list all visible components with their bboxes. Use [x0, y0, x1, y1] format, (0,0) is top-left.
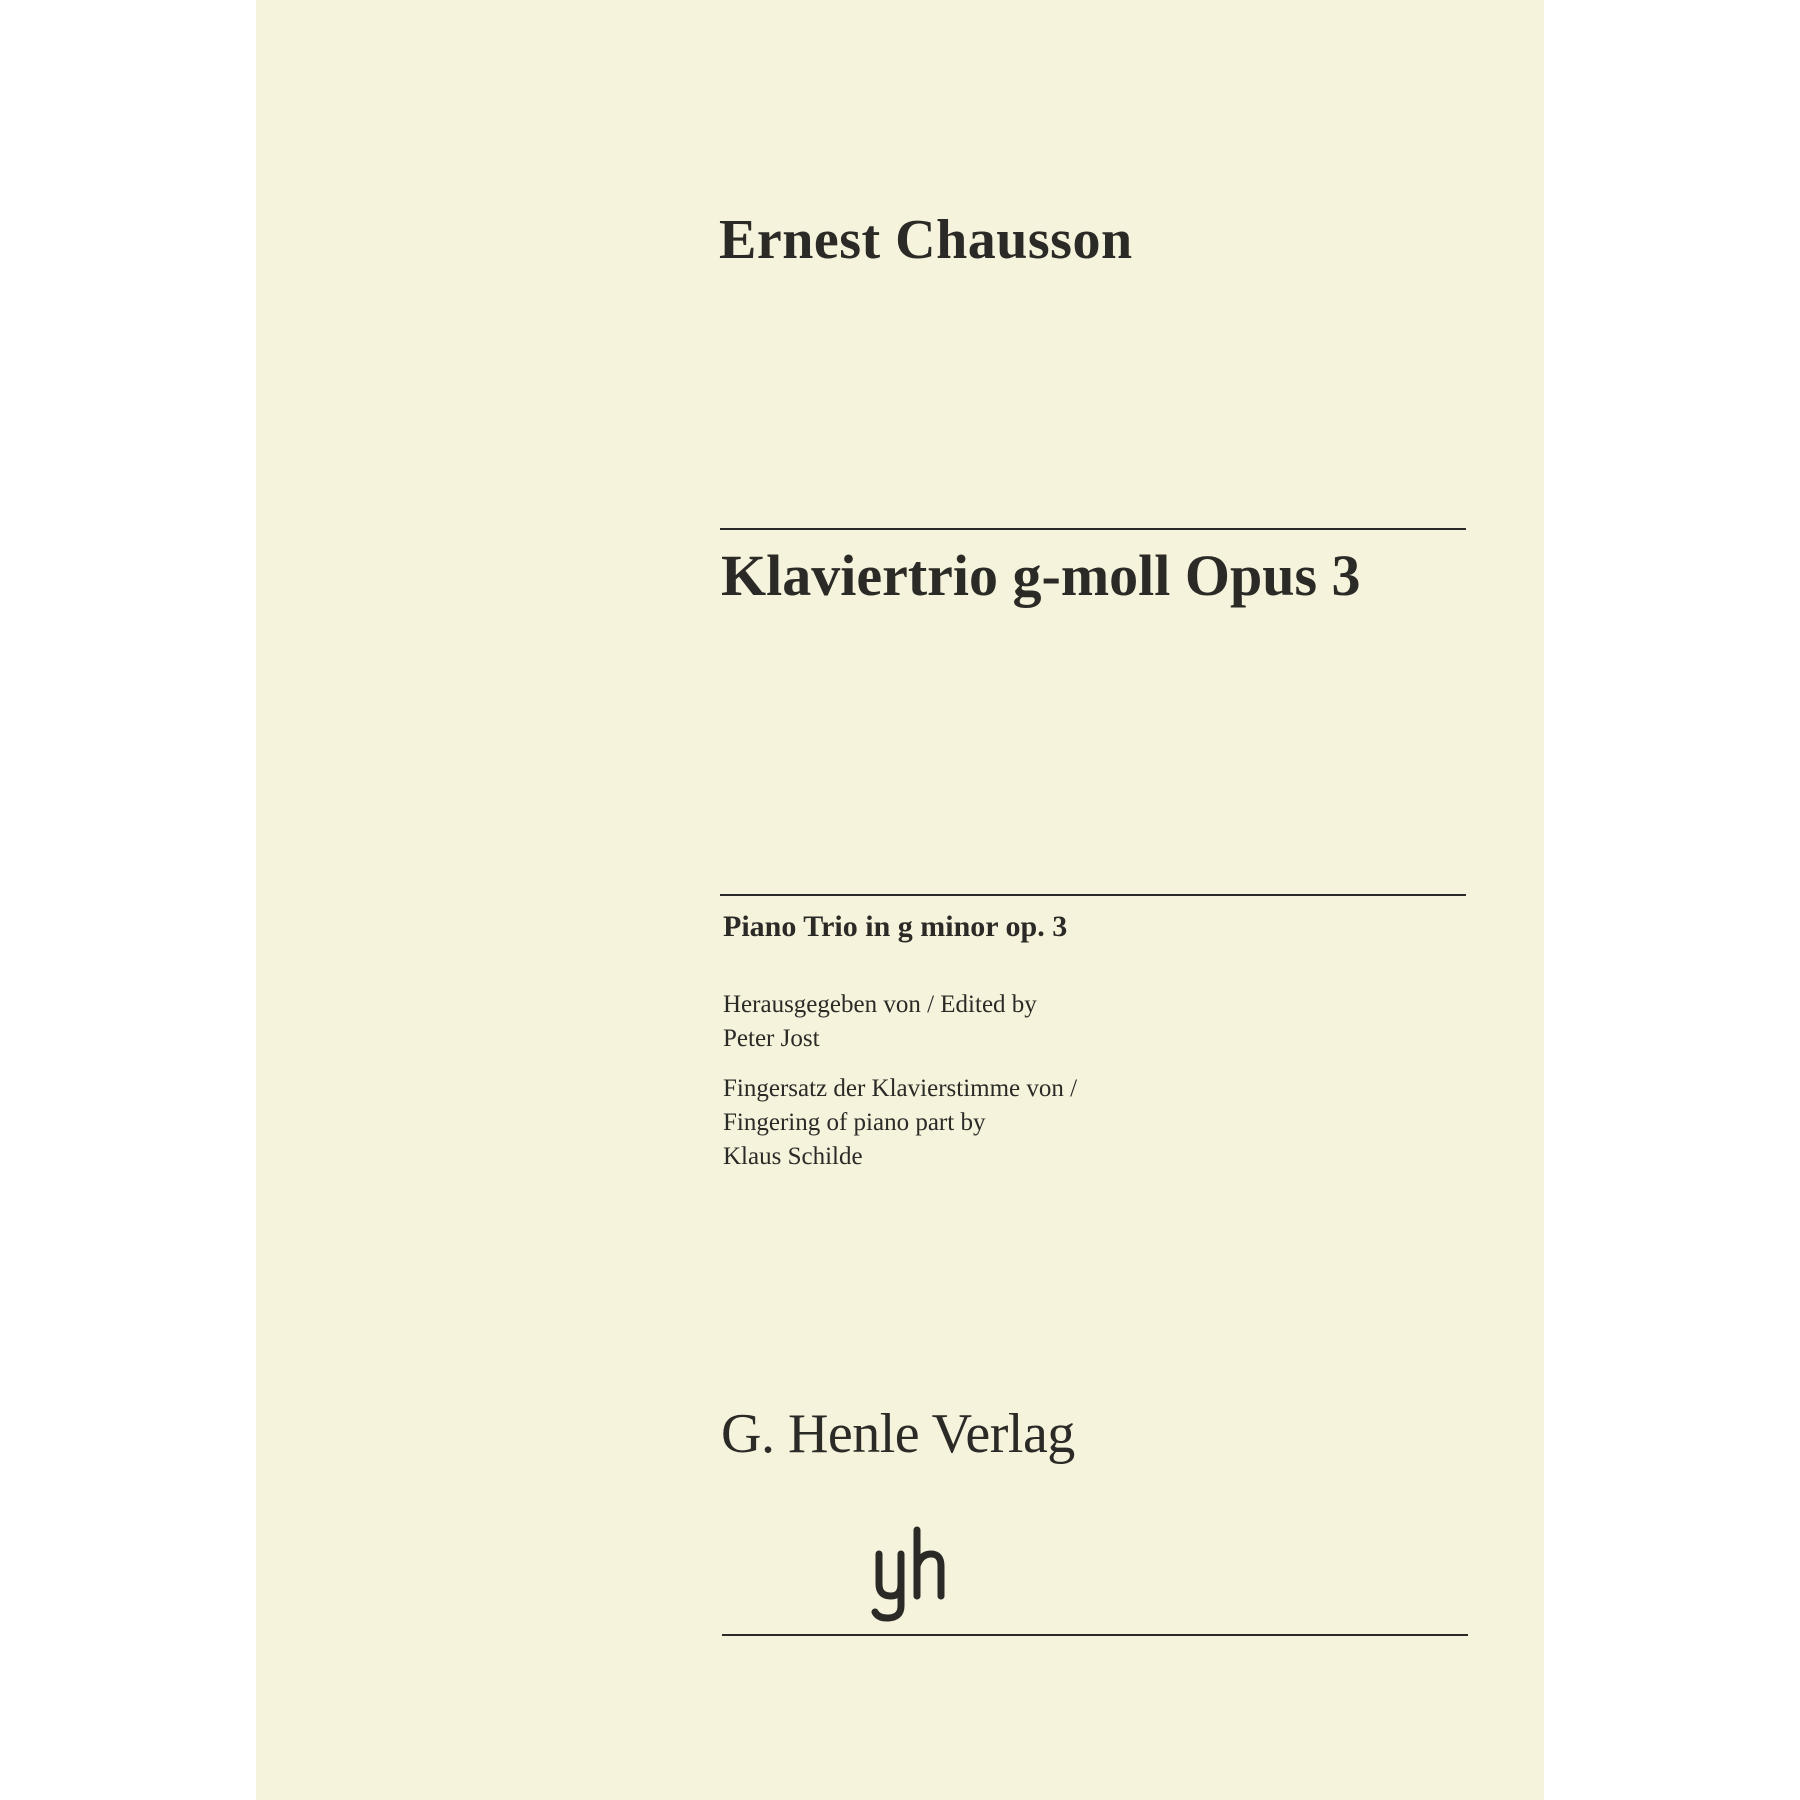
- work-title: Klaviertrio g-moll Opus 3: [721, 543, 1361, 608]
- title-top-rule: [720, 528, 1466, 530]
- editor-name: Peter Jost: [723, 1025, 820, 1052]
- editor-label: Herausgegeben von / Edited by: [723, 991, 1037, 1018]
- fingering-label-german: Fingersatz der Klavierstimme von /: [723, 1075, 1078, 1102]
- subtitle-top-rule: [720, 894, 1466, 896]
- fingering-name: Klaus Schilde: [723, 1143, 863, 1170]
- publisher-name: G. Henle Verlag: [721, 1403, 1075, 1465]
- work-subtitle: Piano Trio in g minor op. 3: [723, 910, 1068, 943]
- bottom-rule: [722, 1634, 1468, 1636]
- henle-logo-icon: [869, 1522, 949, 1622]
- cover-page: [256, 0, 1544, 1800]
- fingering-label-english: Fingering of piano part by: [723, 1109, 986, 1136]
- composer-name: Ernest Chausson: [719, 209, 1133, 271]
